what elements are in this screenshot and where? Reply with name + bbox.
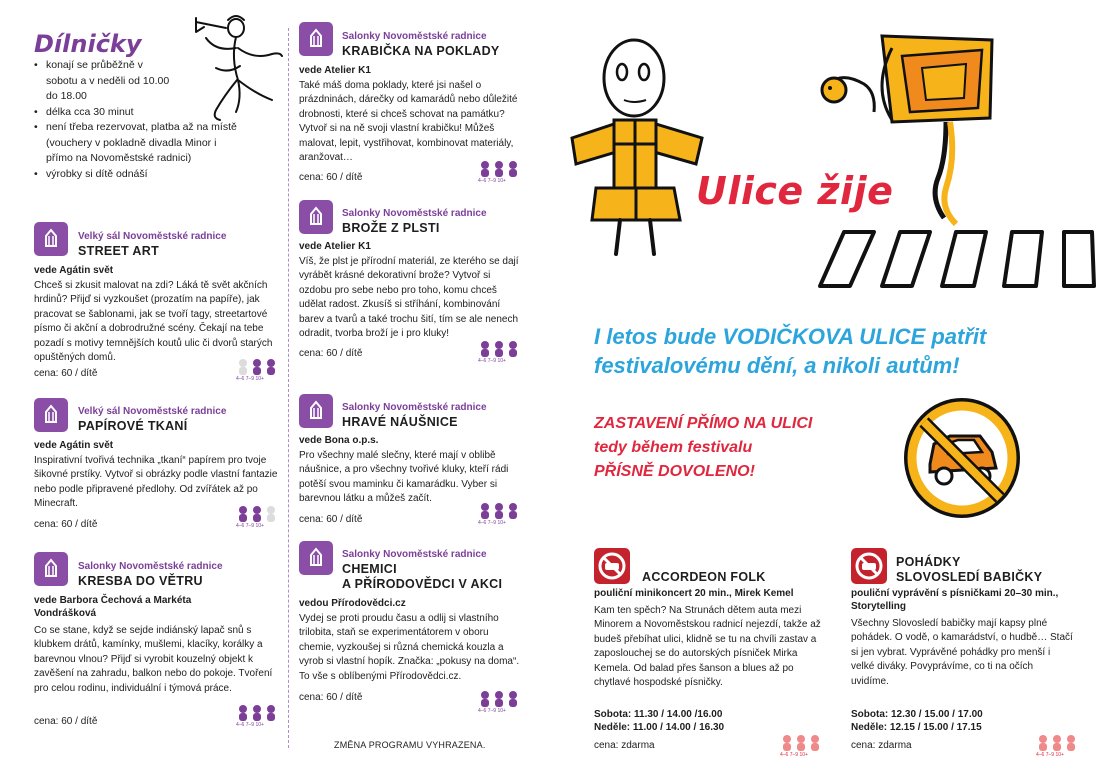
footer-note: ZMĚNA PROGRAMU VYHRAZENA. [334,740,486,750]
dilnicky-title: Dílničky [34,30,142,58]
event-saturday: Sobota: 12.30 / 15.00 / 17.00 [851,709,983,720]
event-sunday: Neděle: 12.15 / 15.00 / 17.15 [851,722,982,733]
event-price: cena: zdarma [594,740,655,751]
workshop-description: Také máš doma poklady, které jsi našel o prázdninách, dárečky od kamarádů nebo důležité drobnosti, které si chceš schovat na památku? Vytvoř si na ně svoji vlastní krabičku! Můžeš malovat, lepit, vystřihovat, kombinovat materiály, aranžovat… [299,80,518,164]
workshop-badge-icon [34,398,68,432]
workshop-badge-icon [34,552,68,586]
workshop-venue: Velký sál Novoměstské radnice [78,406,227,417]
workshop-price: cena: 60 / dítě [299,692,363,703]
age-group-label: 4–6 7–9 10+ [236,523,264,529]
workshop-leader: vede Agátin svět [34,265,114,276]
age-group-icon [780,734,826,758]
workshop-badge-icon [299,541,333,575]
age-group-label: 4–6 7–9 10+ [236,722,264,728]
no-cars-sign-icon [900,394,1024,522]
bullet-item: • délka cca 30 minut [34,105,174,121]
dilnicky-bullets [34,58,237,182]
age-group-label: 4–6 7–9 10+ [478,358,506,364]
workshop-leader: vede Bona o.p.s. [299,435,379,446]
workshop-leader: vede Barbora Čechová a Markéta Vondrášková [34,595,192,619]
event-subtitle: pouliční minikoncert 20 min., Mirek Kemel [594,588,794,599]
workshop-venue: Salonky Novoměstské radnice [78,561,223,572]
workshop-description: Co se stane, když se sejde indiánský lapač snů s klubkem drátů, kamínky, mušlemi, klacíky, korálky a barevnou vlnou? Přijď si vyrobit kouzelný objekt k zavěšení na zahradu, balkon nebo do pokoje. Tvoření pro celou rodinu, individuální i týmová práce. [34,625,273,694]
workshop-title: KRABIČKA NA POKLADY [342,44,500,58]
workshop-badge-icon [299,22,333,56]
workshop-price: cena: 60 / dítě [34,716,98,727]
age-group-icon [478,340,524,364]
workshop-badge-icon [299,200,333,234]
workshop-leader: vede Atelier K1 [299,65,371,76]
workshop-badge-icon [299,394,333,428]
workshop-title: KRESBA DO VĚTRU [78,574,203,588]
workshop-description: Vydej se proti proudu času a odlij si vlastního trilobita, staň se experimentátorem v oboru chemie, vyzkoušej si různá chemická kouzla a vyrob si vlastní hopík. Značka: „pokusy na doma“. To vše s oblíbenými Přírodovědci.cz. [299,613,520,682]
workshop-title: CHEMICI [342,562,397,576]
event-description: Kam ten spěch? Na Strunách dětem auta mezi Minorem a Novoměstskou radnicí nejezdí, takže až budeš přebíhat ulici, klidně se tu na chvíli zastav a zaposlouchej se do autorských písniček Mirka Kemela. Od balad přes šanson a blues až po chytlavé hospodské písničky. [594,605,821,689]
trumpeter-illustration [176,8,286,128]
event-badge-icon [594,548,630,584]
age-group-label: 4–6 7–9 10+ [478,708,506,714]
age-group-icon [478,160,524,184]
age-group-label: 4–6 7–9 10+ [478,520,506,526]
age-group-label: 4–6 7–9 10+ [1036,752,1064,758]
age-group-label: 4–6 7–9 10+ [780,752,808,758]
workshop-venue: Salonky Novoměstské radnice [342,549,487,560]
workshop-description: Inspirativní tvořivá technika „tkaní“ papírem pro tvoje šikovné prstíky. Vytvoř si obrázky podle vlastní fantazie nebo podle připravené předlohy. Od zvířátek až po Minecraft. [34,455,278,510]
workshop-title: PAPÍROVÉ TKANÍ [78,419,188,433]
workshop-price: cena: 60 / dítě [299,172,363,183]
workshop-price: cena: 60 / dítě [299,514,363,525]
workshop-description: Pro všechny malé slečny, které mají v oblibě náušnice, a pro všechny tvořivé kluky, kteří rádi potěší svou maminku či kamarádku. Vyber si barevnou látku a můžeš začít. [299,450,509,505]
age-group-icon [478,502,524,526]
age-group-label: 4–6 7–9 10+ [478,178,506,184]
workshop-description: Víš, že plst je přírodní materiál, ze kterého se dají vyrábět krásné dekorativní brože? Vytvoř si ozdobu pro sebe nebo pro toho, komu chceš udělat radost. Zkusíš si stříhání, kombinování barev a tvarů a také trochu šití, tím se ale nenech odradit, tvorba broží je i pro kluky! [299,256,519,340]
workshop-title: HRAVÉ NÁUŠNICE [342,415,458,429]
workshop-venue: Salonky Novoměstské radnice [342,208,487,219]
workshop-title: BROŽE Z PLSTI [342,221,440,235]
workshop-leader: vede Agátin svět [34,440,114,451]
column-divider [288,28,289,748]
bullet-item: • není třeba rezervovat, platba až na místě (vouchery v pokladně divadla Minor i přímo na Novoměstské radnici) [34,120,244,167]
age-group-icon [236,358,282,382]
workshop-price: cena: 60 / dítě [34,519,98,530]
bullet-item: • výrobky si dítě odnáší [34,167,174,183]
hero-title: Ulice žije [696,169,894,213]
event-sunday: Neděle: 11.00 / 14.00 / 16.30 [594,722,725,733]
workshop-title: STREET ART [78,244,160,258]
workshop-price: cena: 60 / dítě [34,368,98,379]
workshop-badge-icon [34,222,68,256]
age-group-icon [236,704,282,728]
age-group-label: 4–6 7–9 10+ [236,376,264,382]
age-group-icon [236,505,282,529]
event-description: Všechny Slovosledí babičky mají kapsy plné pohádek. O vodě, o kamarádství, o hudbě… Stačí si jen vybrat. Vyprávěné pohádky pro menší i velké diváky. Povyprávíme, co ti na očích uvidíme. [851,618,1073,687]
event-title: ACCORDEON FOLK [642,570,766,584]
age-group-icon [1036,734,1082,758]
stick-figure-illustration [566,28,716,260]
workshop-description: Chceš si zkusit malovat na zdi? Láká tě svět akčních hrdinů? Přijď si vyzkoušet (prozatím na papíře), jak pracovat se šablonami, jak se tvoří tagy, streetartové písmo či akční a dobrodružné scény. Čekají na tebe pozadí s motivy temnějších koutů ulic či dvorů starých opuštěných domů. [34,280,273,364]
workshop-leader: vedou Přírodovědci.cz [299,598,406,609]
event-saturday: Sobota: 11.30 / 14.00 /16.00 [594,709,723,720]
headline-red-line: tedy během festivalu [594,439,753,456]
workshop-title: A PŘÍRODOVĚDCI V AKCI [342,577,503,591]
event-subtitle: pouliční vyprávění s písničkami 20–30 min., Storytelling [851,588,1059,612]
workshop-venue: Salonky Novoměstské radnice [342,402,487,413]
workshop-leader: vede Atelier K1 [299,241,371,252]
event-title: POHÁDKY [896,555,961,569]
zebra-crossing-illustration [816,226,1098,292]
workshop-price: cena: 60 / dítě [299,348,363,359]
event-title: SLOVOSLEDÍ BABIČKY [896,570,1043,584]
bullet-item: • konají se průběžně v sobotu a v neděli od 10.00 do 18.00 [34,58,174,105]
headline-red-line: PŘÍSNĚ DOVOLENO! [594,463,755,480]
workshop-venue: Salonky Novoměstské radnice [342,31,487,42]
age-group-icon [478,690,524,714]
event-price: cena: zdarma [851,740,912,751]
headline-blue: I letos bude VODIČKOVA ULICE patřit festivalovému dění, a nikoli autům! [594,324,987,378]
headline-red-line: ZASTAVENÍ PŘÍMO NA ULICI [594,415,813,432]
workshop-venue: Velký sál Novoměstské radnice [78,231,227,242]
event-badge-icon [851,548,887,584]
